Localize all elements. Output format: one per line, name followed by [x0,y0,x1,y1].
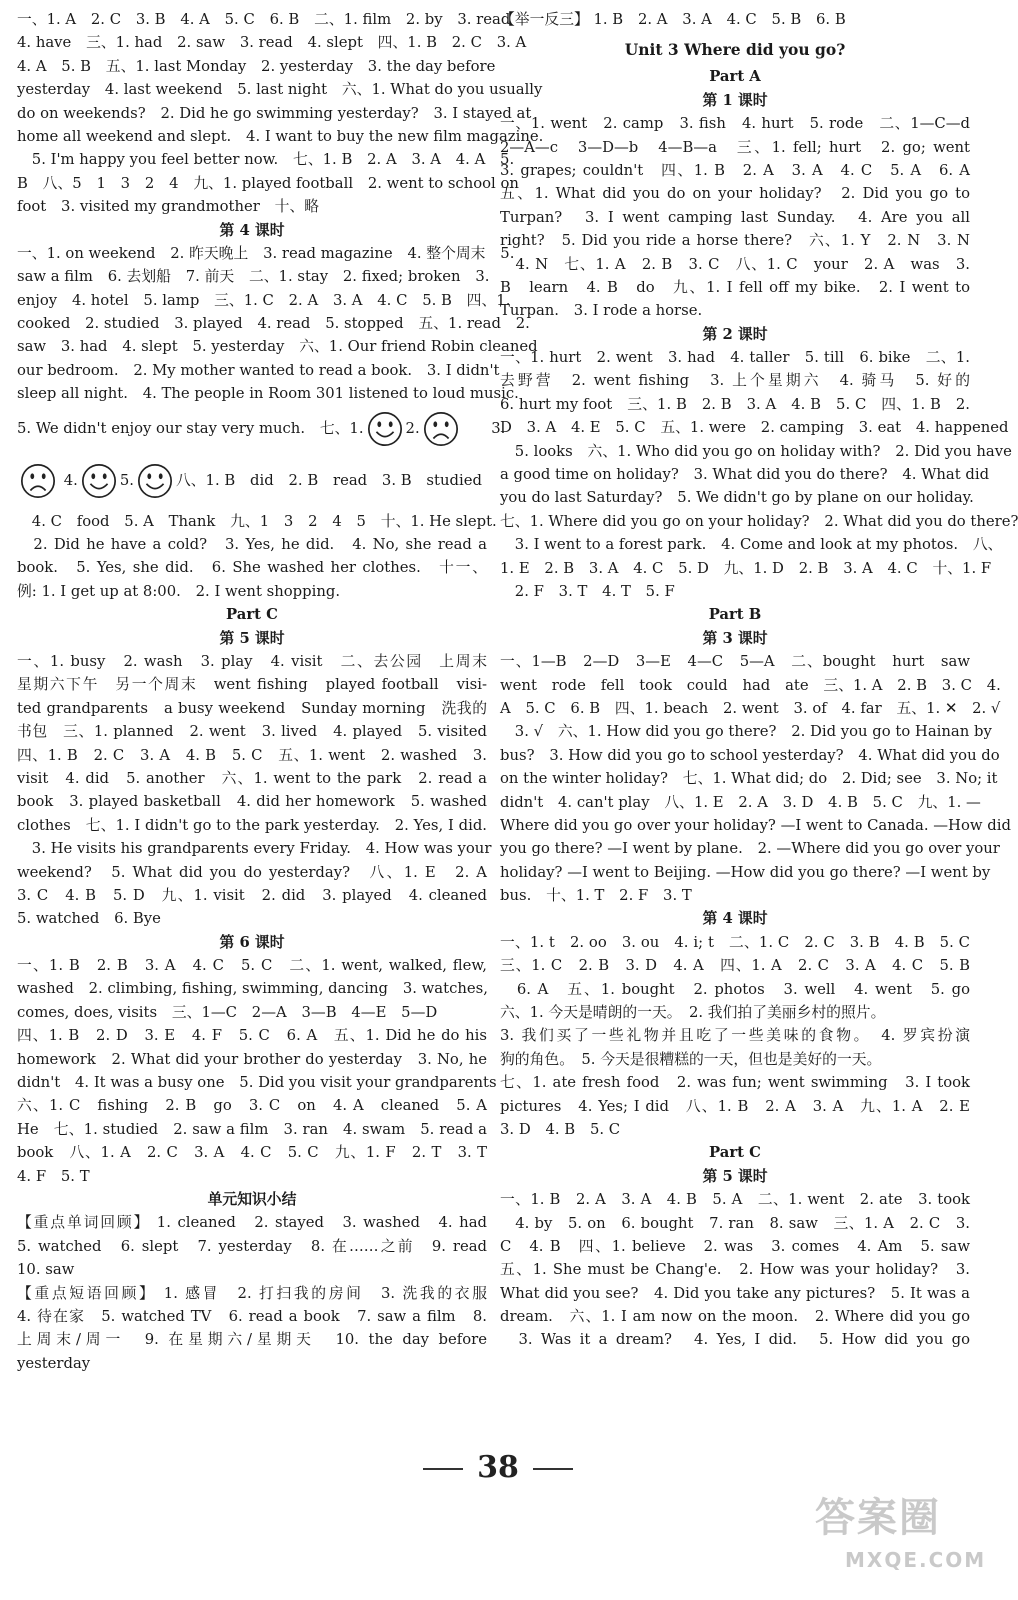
answer-line: 6. A 五、1. bought 2. photos 3. well 4. went 5. go [500,980,970,998]
section-heading: 第 6 课时 [219,933,285,951]
answer-line: 上周末/周一 9. 在星期六/星期天 10. the day before [17,1331,487,1349]
faces-row-text: 5. We didn't enjoy our stay very much. 七、1. [17,419,364,437]
answer-line: 一、1. went 2. camp 3. fish 4. hurt 5. rode 二、1—C—d [500,115,970,133]
page-number-dash-left [423,1468,463,1470]
answer-line: visit 4. did 5. another 六、1. went to the park 2. read a [17,769,487,787]
answer-line: 3. I went to a forest park. 4. Come and look at my photos. 八、 [500,536,1003,554]
page-number [0,1450,996,1485]
answer-line: 六、1. C fishing 2. B go 3. C on 4. A cleaned 5. A [17,1097,487,1115]
answer-line: clothes 七、1. I didn't go to the park yesterday. 2. Yes, I did. [17,816,487,834]
answer-line: 4. have 三、1. had 2. saw 3. read 4. slept 四、1. B 2. C 3. A [17,34,527,52]
answer-line: Turpan? 3. I went camping last Sunday. 4. Are you all [500,208,970,226]
answer-line: 1. E 2. B 3. A 4. C 5. D 九、1. D 2. B 3. A 4. C 十、1. F [500,559,992,577]
answer-line: do on weekends? 2. Did he go swimming yesterday? 3. I stayed at [17,104,532,122]
answer-line: 狗的角色。 5. 今天是很糟糕的一天，但也是美好的一天。 [500,1050,882,1068]
answer-line: 10. saw [17,1261,75,1279]
answer-line: didn't 4. It was a busy one 5. Did you visit your grandparents [17,1074,497,1092]
answer-line: 2—A—c 3—D—b 4—B—a 三、1. fell; hurt 2. go; went [500,138,970,156]
answer-line: 5. looks 六、1. Who did you go on holiday with? 2. Did you have [500,442,1012,460]
section-heading: 单元知识小结 [207,1190,297,1208]
answer-line: 去野营 2. went fishing 3. 上个星期六 4. 骑马 5. 好的 [500,372,970,390]
watermark-title: 答案圈 [815,1495,941,1541]
answer-line: 2. F 3. T 4. T 5. F [500,582,675,600]
answer-line: 4. C food 5. A Thank 九、1 3 2 4 5 十、1. He slept. [17,512,497,530]
answer-line: Where did you go over your holiday? —I went to Canada. —How did [500,816,1011,834]
faces-row-2 [17,452,487,510]
answer-line: on the winter holiday? 七、1. What did; do 2. Did; see 3. No; it [500,770,998,788]
face-number: 2. [405,419,420,437]
answer-line: you go there? —I went by plane. 2. —Where did you go over your [500,840,1000,858]
answer-line: 6. hurt my foot 三、1. B 2. B 3. A 4. B 5. C 四、1. B 2. [500,395,970,413]
answer-line: yesterday [17,1354,91,1372]
answer-line: enjoy 4. hotel 5. lamp 三、1. C 2. A 3. A 4. C 5. B 四、1. [17,291,511,309]
unit-title: Unit 3 Where did you go? [624,40,846,60]
smiley-face-icon [80,462,118,500]
page-number-dash-right [533,1468,573,1470]
answer-line: 例: 1. I get up at 8:00. 2. I went shopping. [17,582,341,600]
answer-line: 一、1. B 2. B 3. A 4. C 5. C 二、1. went, walked, flew, [17,957,487,975]
answer-line: 一、1. B 2. A 3. A 4. B 5. A 二、1. went 2. ate 3. took [500,1191,970,1209]
answer-line: comes, does, visits 三、1—C 2—A 3—B 4—E 5—D [17,1003,438,1021]
answer-line: didn't 4. can't play 八、1. E 2. A 3. D 4. B 5. C 九、1. — [500,793,981,811]
answer-line: 五、1. What did you do on your holiday? 2. Did you go to [500,185,970,203]
answer-line: 七、1. Where did you go on your holiday? 2. What did you do there? [500,512,1018,530]
answer-line: saw a film 6. 去划船 7. 前天 二、1. stay 2. fixed; broken 3. [17,268,490,286]
answer-line: 3. grapes; couldn't 四、1. B 2. A 3. A 4. C 5. A 6. A [500,161,970,179]
answer-line: yesterday 4. last weekend 5. last night 六、1. What do you usually [17,81,543,99]
section-heading: 第 4 课时 [219,221,285,239]
answer-line: bus. 十、1. T 2. F 3. T [500,887,692,905]
answer-line: bus? 3. How did you go to school yesterday? 4. What did you do [500,746,1000,764]
sad-face-icon [19,462,57,500]
answer-line: our bedroom. 2. My mother wanted to read a book. 3. I didn't [17,361,500,379]
answer-line: weekend? 5. What did you do yesterday? 八、1. E 2. A [17,863,487,881]
answer-line: 四、1. B 2. C 3. A 4. B 5. C 五、1. went 2. washed 3. [17,746,487,764]
answer-line: 4. 待在家 5. watched TV 6. read a book 7. saw a film 8. [17,1307,487,1325]
answer-line: saw 3. had 4. slept 5. yesterday 六、1. Our friend Robin cleaned [17,338,538,356]
answer-line: 4. by 5. on 6. bought 7. ran 8. saw 三、1. A 2. C 3. [500,1214,970,1232]
section-heading: Part C [226,606,278,624]
section-heading: Part B [708,606,762,624]
answer-line: a good time on holiday? 3. What did you do there? 4. What did [500,466,990,484]
answer-line: book. 5. Yes, she did. 6. She washed her clothes. 十一、 [17,559,487,577]
face-number: 5. [119,471,134,489]
answer-line: 3. Was it a dream? 4. Yes, I did. 5. How did you go [500,1331,970,1349]
answer-line: 五、1. She must be Chang'e. 2. How was your holiday? 3. [500,1261,970,1279]
smiley-face-icon [136,462,174,500]
answer-line: book 八、1. A 2. C 3. A 4. C 5. C 九、1. F 2. T 3. T [17,1144,487,1162]
answer-line: He 七、1. studied 2. saw a film 3. ran 4. swam 5. read a [17,1120,487,1138]
answer-line: pictures 4. Yes; I did 八、1. B 2. A 3. A 九、1. A 2. E [500,1097,970,1115]
answer-line: went rode fell took could had ate 三、1. A 2. B 3. C 4. [500,676,1001,694]
section-heading: Part A [709,68,761,86]
answer-line: 4. N 七、1. A 2. B 3. C 八、1. C your 2. A was 3. [500,255,970,273]
answer-line: 七、1. ate fresh food 2. was fun; went swimming 3. I took [500,1074,970,1092]
answer-line: 一、1. busy 2. wash 3. play 4. visit 二、去公园 上周末 [17,652,487,670]
answer-line: cooked 2. studied 3. played 4. read 5. stopped 五、1. read 2. [17,315,530,333]
watermark-logo [815,1490,985,1590]
answer-line: 星期六下午 另一个周末 went fishing played football visi- [17,676,487,694]
answer-line: 一、1. t 2. oo 3. ou 4. i; t 二、1. C 2. C 3. B 4. B 5. C [500,933,970,951]
section-heading: Part C [709,1144,761,1162]
answer-line: B 八、5 1 3 2 4 九、1. played football 2. went to school on [17,174,519,192]
left-column [17,8,544,1375]
answer-line: you do last Saturday? 5. We didn't go by plane on our holiday. [500,489,974,507]
answer-line: 4. A 5. B 五、1. last Monday 2. yesterday 3. the day before [17,57,496,75]
section-heading: 第 5 课时 [702,1167,768,1185]
answer-line: 3. C 4. B 5. D 九、1. visit 2. did 3. played 4. cleaned [17,886,487,904]
page-number-text: 38 [477,1450,519,1485]
answer-line: washed 2. climbing, fishing, swimming, dancing 3. watches, [17,980,488,998]
answer-line: A 5. C 6. B 四、1. beach 2. went 3. of 4. far 五、1. ✕ 2. √ [500,699,1001,717]
answer-line: book 3. played basketball 4. did her homework 5. washed [17,793,487,811]
watermark-url: MXQE.COM [845,1548,987,1572]
right-column [500,8,1018,1352]
section-heading: 第 5 课时 [219,629,285,647]
sad-face-icon [422,410,460,448]
answer-line: 【重点短语回顾】 1. 感冒 2. 打扫我的房间 3. 洗我的衣服 [17,1284,487,1302]
answer-line: homework 2. What did your brother do yesterday 3. No, he [17,1050,487,1068]
answer-line: 一、1—B 2—D 3—E 4—C 5—A 二、bought hurt saw [500,653,970,671]
answer-line: foot 3. visited my grandmother 十、略 [17,198,320,216]
answer-line: 3. 我们买了一些礼物并且吃了一些美味的食物。 4. 罗宾扮演 [500,1027,970,1045]
answer-line: C 4. B 四、1. believe 2. was 3. comes 4. Am 5. saw [500,1237,970,1255]
answer-line: 3. D 4. B 5. C [500,1120,621,1138]
answer-line: 书包 三、1. planned 2. went 3. lived 4. played 5. visited [17,723,487,741]
answer-line: sleep all night. 4. The people in Room 301 listened to loud music. [17,385,519,403]
answer-line: 3. He visits his grandparents every Friday. 4. How was your [17,840,492,858]
answer-line: 六、1. 今天是晴朗的一天。 2. 我们拍了美丽乡村的照片。 [500,1004,886,1022]
answer-line: 【举一反三】 1. B 2. A 3. A 4. C 5. B 6. B [500,11,846,28]
section-heading: 第 4 课时 [702,910,768,928]
answer-line: B learn 4. B do 九、1. I fell off my bike. 2. I went to [500,278,970,296]
smiley-face-icon [366,410,404,448]
answer-line: 5. I'm happy you feel better now. 七、1. B 2. A 3. A 4. A 5. [17,151,515,169]
answer-line: 三、1. C 2. B 3. D 4. A 四、1. A 2. C 3. A 4. C 5. B [500,957,970,975]
answer-line: dream. 六、1. I am now on the moon. 2. Where did you go [500,1308,970,1326]
face-number: 3. [461,419,506,437]
answer-line: 四、1. B 2. D 3. E 4. F 5. C 6. A 五、1. Did he do his [17,1027,487,1045]
section-heading: 第 3 课时 [702,629,768,647]
answer-line: ted grandparents a busy weekend Sunday morning 洗我的 [17,699,487,717]
faces-row-text: 八、1. B did 2. B read 3. B studied [175,471,482,489]
section-heading: 第 2 课时 [702,325,768,343]
section-heading: 第 1 课时 [702,91,768,109]
faces-row-1 [17,406,506,452]
answer-line: 一、1. on weekend 2. 昨天晚上 3. read magazine 4. 整个周末 5. [17,244,515,262]
answer-line: home all weekend and slept. 4. I want to buy the new film magazine. [17,127,544,145]
answer-line: 一、1. A 2. C 3. B 4. A 5. C 6. B 二、1. film 2. by 3. read [17,11,511,28]
answer-line: 5. watched 6. Bye [17,910,161,928]
answer-line: 5. watched 6. slept 7. yesterday 8. 在……之前 9. read [17,1237,487,1255]
answer-line: 4. F 5. T [17,1167,90,1185]
answer-line: 一、1. hurt 2. went 3. had 4. taller 5. till 6. bike 二、1. [500,349,970,367]
answer-line: 3. √ 六、1. How did you go there? 2. Did you go to Hainan by [500,723,992,741]
face-number: 4. [59,471,78,489]
answer-line: D 3. A 4. E 5. C 五、1. were 2. camping 3. eat 4. happened [500,419,1009,437]
answer-line: 【重点单词回顾】 1. cleaned 2. stayed 3. washed 4. had [17,1214,487,1232]
answer-line: What did you see? 4. Did you take any pictures? 5. It was a [500,1284,970,1302]
answer-line: 2. Did he have a cold? 3. Yes, he did. 4. No, she read a [17,536,487,554]
answer-line: Turpan. 3. I rode a horse. [500,302,703,320]
answer-line: holiday? —I went to Beijing. —How did you go there? —I went by [500,863,991,881]
answer-line: right? 5. Did you ride a horse there? 六、1. Y 2. N 3. N [500,232,970,250]
